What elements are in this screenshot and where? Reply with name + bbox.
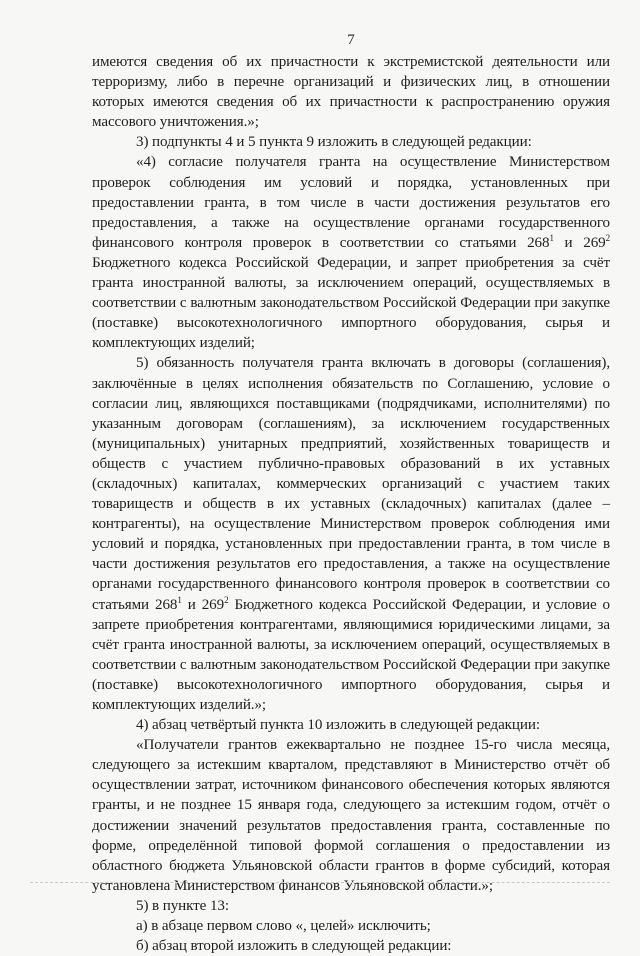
paragraph-subitem-4: «4) согласие получателя гранта на осуществление Министерством проверок соблюдения им условий и порядка, установленных при предоставлении гранта, в том числе в части достижения результатов его предоставления, а также на осуществление органами государственного финансового контроля проверок в соответствии со статьями $268^1$ и $269^2$ Бюджетного кодекса Российской Федерации, и запрет приобретения за счёт гранта иностранной валюты, за исключением операций, осуществляемых в соответствии с валютным законодательством Российской Федерации при закупке (поставке) высокотехнологичного импортного оборудования, сырья и комплектующих изделий; <box>92 154 611 352</box>
paragraph-item-3: 3) подпункты 4 и 5 пункта 9 изложить в следующей редакции: <box>136 134 532 151</box>
page-bottom-edge <box>30 882 610 883</box>
paragraph-subitem-b: б) абзац второй изложить в следующей редакции: <box>136 938 452 955</box>
paragraph-subitem-5: 5) обязанность получателя гранта включать в договоры (соглашения), заключённые в целях исполнения обязательств по Соглашению, условие о согласии лиц, являющихся поставщиками (подрядчиками, исполнителями) по указанным договорам (соглашениям), за исключением государственных (муниципальных) унитарных предприятий, хозяйственных товариществ и обществ с участием публично-правовых образований в их уставных (складочных) капиталах, коммерческих организаций с участием таких товариществ и обществ в их уставных (складочных) капиталах (далее – контрагенты), на осуществление Министерством проверок соблюдения ими условий и порядка, установленных при предоставлении гранта, в том числе в части достижения результатов его предоставления, а также на осуществление органами государственного финансового контроля проверок в соответствии со статьями $268^1$ и $269^2$ Бюджетного кодекса Российской Федерации, и условие о запрете приобретения контрагентами, являющимися юридическими лицами, за счёт гранта иностранной валюты, за исключением операций, осуществляемых в соответствии с валютным законодательством Российской Федерации при закупке (поставке) высокотехнологичного импортного оборудования, сырья и комплектующих изделий.»; <box>92 355 610 713</box>
paragraph-item-5: 5) в пункте 13: <box>136 897 229 914</box>
paragraph-subitem-a: а) в абзаце первом слово «, целей» исключить; <box>136 918 431 935</box>
paragraph-item-4: 4) абзац четвёртый пункта 10 изложить в следующей редакции: <box>136 717 540 734</box>
paragraph-reporting: «Получатели грантов ежеквартально не позднее 15-го числа месяца, следующего за истекшим кварталом, представляют в Министерство отчёт об осуществлении затрат, источником финансового обеспечения которых являются гранты, и не позднее 15 января года, следующего за истекшим годом, отчёт о достижении значений результатов предоставления гранта, составленные по форме, определённой типовой формой соглашения о предоставлении из областного бюджета Ульяновской области грантов в форме субсидий, которая установлена Министерством финансов Ульяновской области.»; <box>92 737 610 894</box>
paragraph-continuation: имеются сведения об их причастности к экстремистской деятельности или терроризму, либо в перечне организаций и физических лиц, в отношении которых имеются сведения об их причастности к распространению оружия массового уничтожения.»; <box>92 54 610 131</box>
page-number: 7 <box>347 32 355 48</box>
